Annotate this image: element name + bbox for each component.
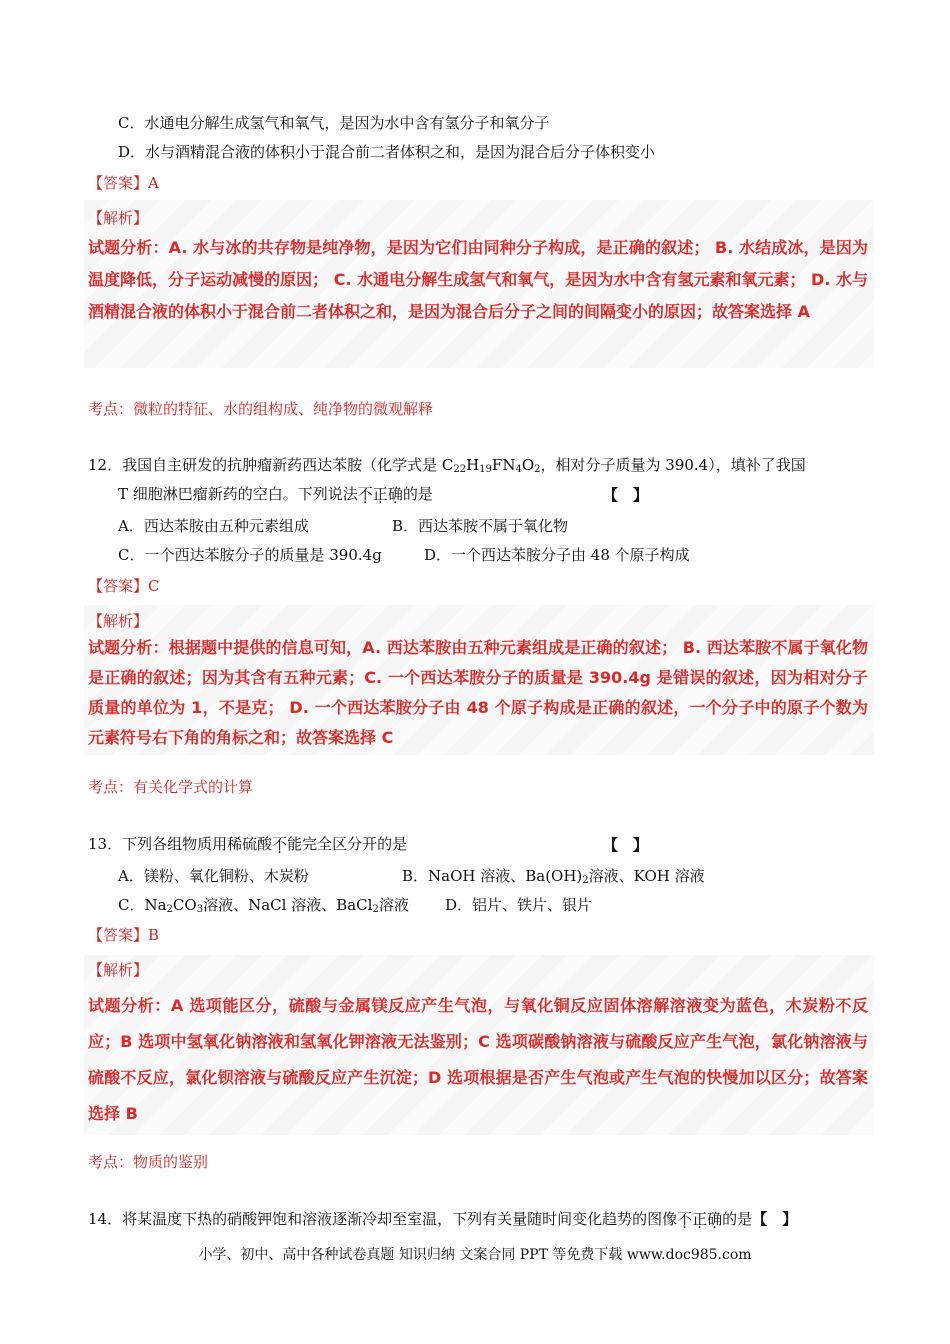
q13-emphasis: 不 <box>272 835 288 853</box>
q12-answer: 【答案】C <box>88 577 160 595</box>
q13-kaodian: 考点：物质的鉴别 <box>88 1153 209 1171</box>
q12-option-b: B．西达苯胺不属于氧化物 <box>392 517 569 535</box>
q12-fn: FN <box>491 456 516 474</box>
q13-option-b <box>402 866 705 891</box>
q12-analysis: 试题分析：根据题中提供的信息可知，A. 西达苯胺由五种元素组成是正确的叙述； B. 西达苯胺不属于氧化物是正确的叙述；因为其含有五种元素；C. 一个西达苯胺分子的质量是 390.4g 是错误的叙述，因为相对分子质量的单位为 1，不是克； D. 一个西达苯胺分子由 48 个原子构成是正确的叙述，一个分子中的原子个数为元素符号右下角的角标之和；故答案选择 C <box>88 638 868 747</box>
q14-stem <box>88 1209 797 1229</box>
q12-option-a: A．西达苯胺由五种元素组成 <box>118 517 309 535</box>
q14-number: 14． <box>88 1210 123 1228</box>
q13-optb-a: B．NaOH 溶液、Ba(OH) <box>402 867 583 885</box>
q12-kaodian: 考点：有关化学式的计算 <box>88 778 254 796</box>
q13-answer: 【答案】B <box>88 926 160 944</box>
q12-emphasis-2: 正 <box>372 485 388 503</box>
q12-sub4: 2 <box>534 464 541 475</box>
q13-stem-a: 下列各组物质用稀硫酸 <box>122 835 273 853</box>
q12-stem-line2 <box>118 484 433 504</box>
q12-stem2-b: 的是 <box>402 485 433 503</box>
q11-option-d: D．水与酒精混合液的体积小于混合前二者体积之和，是因为混合后分子体积变小 <box>118 143 656 161</box>
q13-option-c <box>118 895 409 920</box>
q12-stem2-a: T 细胞淋巴瘤新药的空白。下列说法 <box>118 485 358 503</box>
q12-number: 12． <box>88 456 123 474</box>
q13-analysis: 试题分析：A 选项能区分，硫酸与金属镁反应产生气泡，与氧化铜反应固体溶解溶液变为蓝色，木炭粉不反应；B 选项中氢氧化钠溶液和氢氧化钾溶液无法鉴别；C 选项碳酸钠溶液与硫酸反应产生气泡，氯化钠溶液与硫酸不反应，氯化钡溶液与硫酸反应产生沉淀；D 选项根据是否产生气泡或产生气泡的快慢加以区分；故答案选择 B <box>88 996 868 1123</box>
q12-sub1: 22 <box>453 464 467 475</box>
q13-stem-b: 能完全区分开的是 <box>287 835 408 853</box>
q12-emphasis-1: 不 <box>357 485 373 503</box>
q13-optc-a: C．Na <box>118 896 167 914</box>
q12-o: O <box>521 456 535 474</box>
q14-stem-b: 的是 <box>722 1210 753 1228</box>
q11-analysis: 试题分析：A. 水与冰的共存物是纯净物，是因为它们由同种分子构成，是正确的叙述； B. 水结成冰，是因为温度降低，分子运动减慢的原因； C. 水通电分解生成氢气和氧气，是因为水中含有氢元素和氧元素； D. 水与酒精混合液的体积小于混合前二者体积之和，是因为混合后分子之间的间隔变小的原因；故答案选择 A <box>88 238 868 321</box>
q13-stem <box>88 834 407 854</box>
q14-emphasis-2: 正 <box>692 1210 708 1228</box>
q11-answer: 【答案】A <box>88 174 159 192</box>
q12-h: H <box>466 456 480 474</box>
q13-optc-sub2: 3 <box>196 904 204 915</box>
q12-emphasis-3: 确 <box>387 485 403 503</box>
q14-emphasis-3: 确 <box>707 1210 723 1228</box>
q13-optb-sub: 2 <box>582 875 589 886</box>
q12-stem-b: ，相对分子质量为 390.4），填补了我国 <box>540 456 806 474</box>
q13-optc-sub1: 2 <box>166 904 173 915</box>
q13-optc-d: 溶液 <box>378 896 409 914</box>
q13-optb-b: 溶液、KOH 溶液 <box>588 867 705 885</box>
q13-optc-c: 溶液、NaCl 溶液、BaCl <box>203 896 373 914</box>
q12-stem-line1 <box>88 455 806 480</box>
q13-option-d: D．铝片、铁片、银片 <box>445 896 593 914</box>
q11-analysis-tag: 【解析】 <box>88 209 149 227</box>
q12-option-c: C．一个西达苯胺分子的质量是 390.4g <box>118 546 382 564</box>
q12-analysis-tag: 【解析】 <box>88 612 149 630</box>
q13-answer-bracket[interactable]: 【 】 <box>603 836 649 854</box>
q11-option-c: C．水通电分解生成氢气和氧气，是因为水中含有氢分子和氧分子 <box>118 114 550 132</box>
q12-stem-a: 我国自主研发的抗肿瘤新药西达苯胺（化学式是 C <box>122 456 454 474</box>
q13-analysis-tag: 【解析】 <box>88 961 149 979</box>
q11-kaodian: 考点：微粒的特征、水的组构成、纯净物的微观解释 <box>88 400 434 418</box>
q13-optc-b: CO <box>172 896 197 914</box>
q14-stem-a: 将某温度下热的硝酸钾饱和溶液逐渐冷却至室温，下列有关量随时间变化趋势的图像 <box>122 1210 678 1228</box>
q12-sub2: 19 <box>479 464 492 475</box>
q12-answer-bracket[interactable]: 【 】 <box>603 486 649 504</box>
q14-emphasis-1: 不 <box>677 1210 693 1228</box>
q14-answer-bracket[interactable]: 【 】 <box>752 1210 798 1228</box>
q13-optc-sub3: 2 <box>372 904 379 915</box>
q12-sub3: 4 <box>515 464 522 475</box>
q13-option-a: A．镁粉、氧化铜粉、木炭粉 <box>118 867 309 885</box>
q12-option-d: D．一个西达苯胺分子由 48 个原子构成 <box>424 546 690 564</box>
page-footer: 小学、初中、高中各种试卷真题 知识归纳 文案合同 PPT 等免费下载 www.doc985.com <box>198 1247 752 1263</box>
q13-number: 13． <box>88 835 123 853</box>
